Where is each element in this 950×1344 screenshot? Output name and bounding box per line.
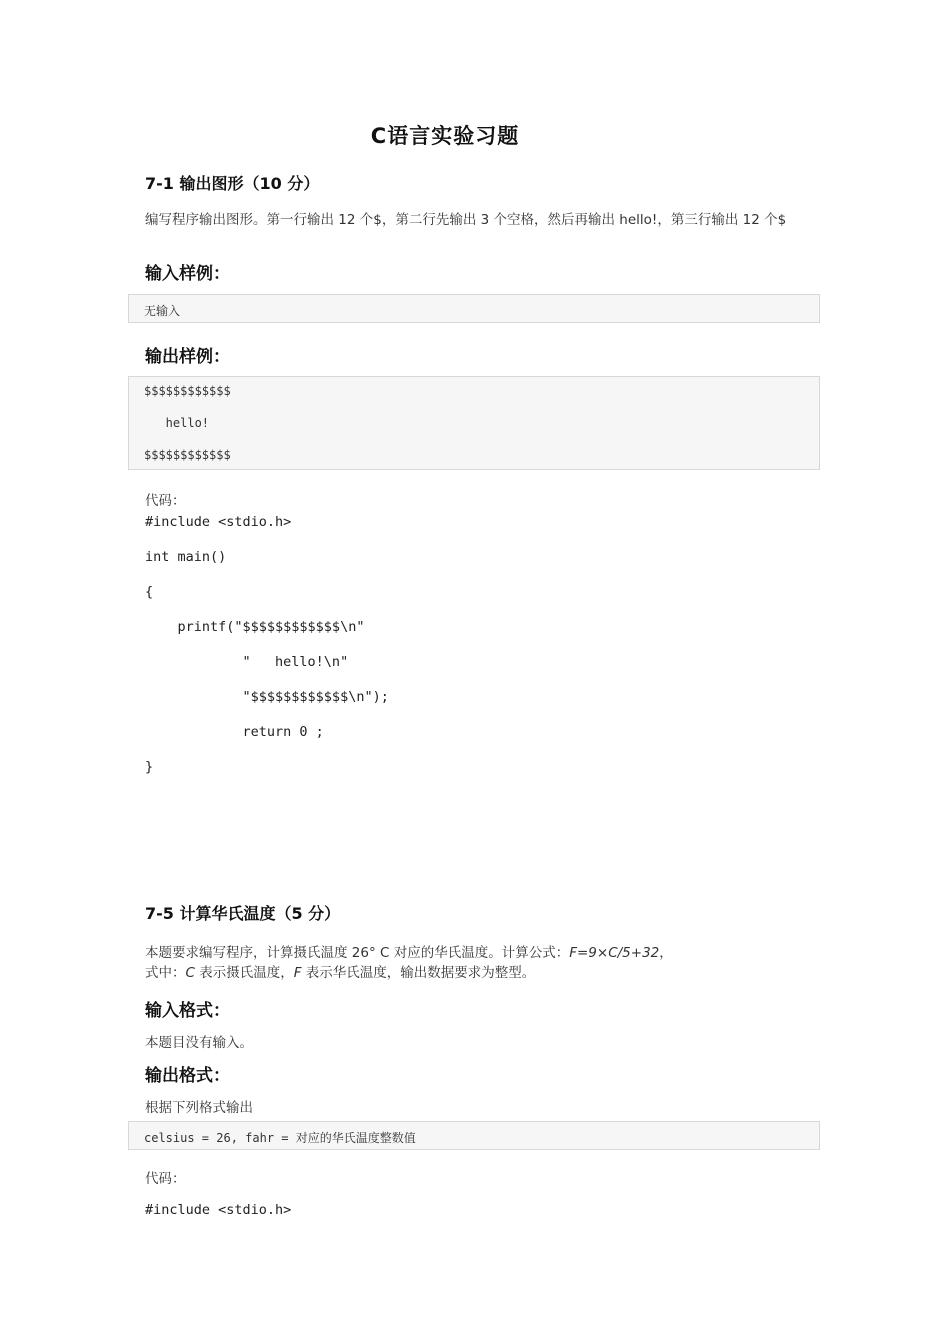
output-sample-box bbox=[128, 376, 820, 470]
problem-1-heading: 7-1 输出图形（10 分） bbox=[145, 174, 320, 193]
formula: F=9×C/5+32 bbox=[569, 945, 660, 961]
code-line: return 0 ; bbox=[145, 724, 324, 740]
input-sample-text: 无输入 bbox=[144, 304, 181, 318]
input-format-label: 输入格式： bbox=[145, 1001, 230, 1021]
problem-1-code-label: 代码： bbox=[145, 493, 186, 509]
code-line: printf("$$$$$$$$$$$$\n" bbox=[145, 619, 365, 635]
output-sample-line-2: hello! bbox=[144, 416, 210, 430]
input-sample-label: 输入样例： bbox=[145, 264, 230, 284]
output-sample-label: 输出样例： bbox=[145, 347, 230, 367]
output-format-sample-box bbox=[128, 1121, 820, 1150]
input-format-text: 本题目没有输入。 bbox=[145, 1035, 253, 1051]
variable-c: C bbox=[185, 965, 195, 981]
description-text: ， bbox=[659, 945, 673, 961]
problem-1-description: 编写程序输出图形。第一行输出 12 个$，第二行先输出 3 个空格，然后再输出 hello!，第三行输出 12 个$ bbox=[145, 212, 787, 228]
description-text: 表示华氏温度，输出数据要求为整型。 bbox=[301, 965, 536, 981]
code-line: } bbox=[145, 759, 154, 775]
problem-2-heading: 7-5 计算华氏温度（5 分） bbox=[145, 904, 341, 923]
output-sample-line-1: $$$$$$$$$$$$ bbox=[144, 384, 231, 398]
code-line: " hello!\n" bbox=[145, 654, 349, 670]
output-format-label: 输出格式： bbox=[145, 1066, 230, 1086]
code-line: #include <stdio.h> bbox=[145, 514, 292, 530]
code-line: int main() bbox=[145, 549, 227, 565]
code-line: { bbox=[145, 584, 154, 600]
code-line: #include <stdio.h> bbox=[145, 1202, 292, 1218]
output-format-text: 根据下列格式输出 bbox=[145, 1100, 253, 1116]
variable-f: F bbox=[293, 965, 302, 981]
output-sample-line-3: $$$$$$$$$$$$ bbox=[144, 448, 231, 462]
input-sample-box bbox=[128, 294, 820, 323]
problem-2-code-label: 代码： bbox=[145, 1171, 186, 1187]
document-title: C语言实验习题 bbox=[370, 124, 520, 148]
description-text: 本题要求编写程序，计算摄氏温度 26° C 对应的华氏温度。计算公式： bbox=[145, 945, 570, 961]
code-line: "$$$$$$$$$$$$\n"); bbox=[145, 689, 389, 705]
problem-2-description-line-1 bbox=[145, 945, 805, 962]
problem-2-description-line-2 bbox=[145, 965, 805, 982]
output-format-sample: celsius = 26, fahr = 对应的华氏温度整数值 bbox=[144, 1131, 416, 1145]
description-text: 式中： bbox=[145, 965, 186, 981]
description-text: 表示摄氏温度， bbox=[194, 965, 294, 981]
